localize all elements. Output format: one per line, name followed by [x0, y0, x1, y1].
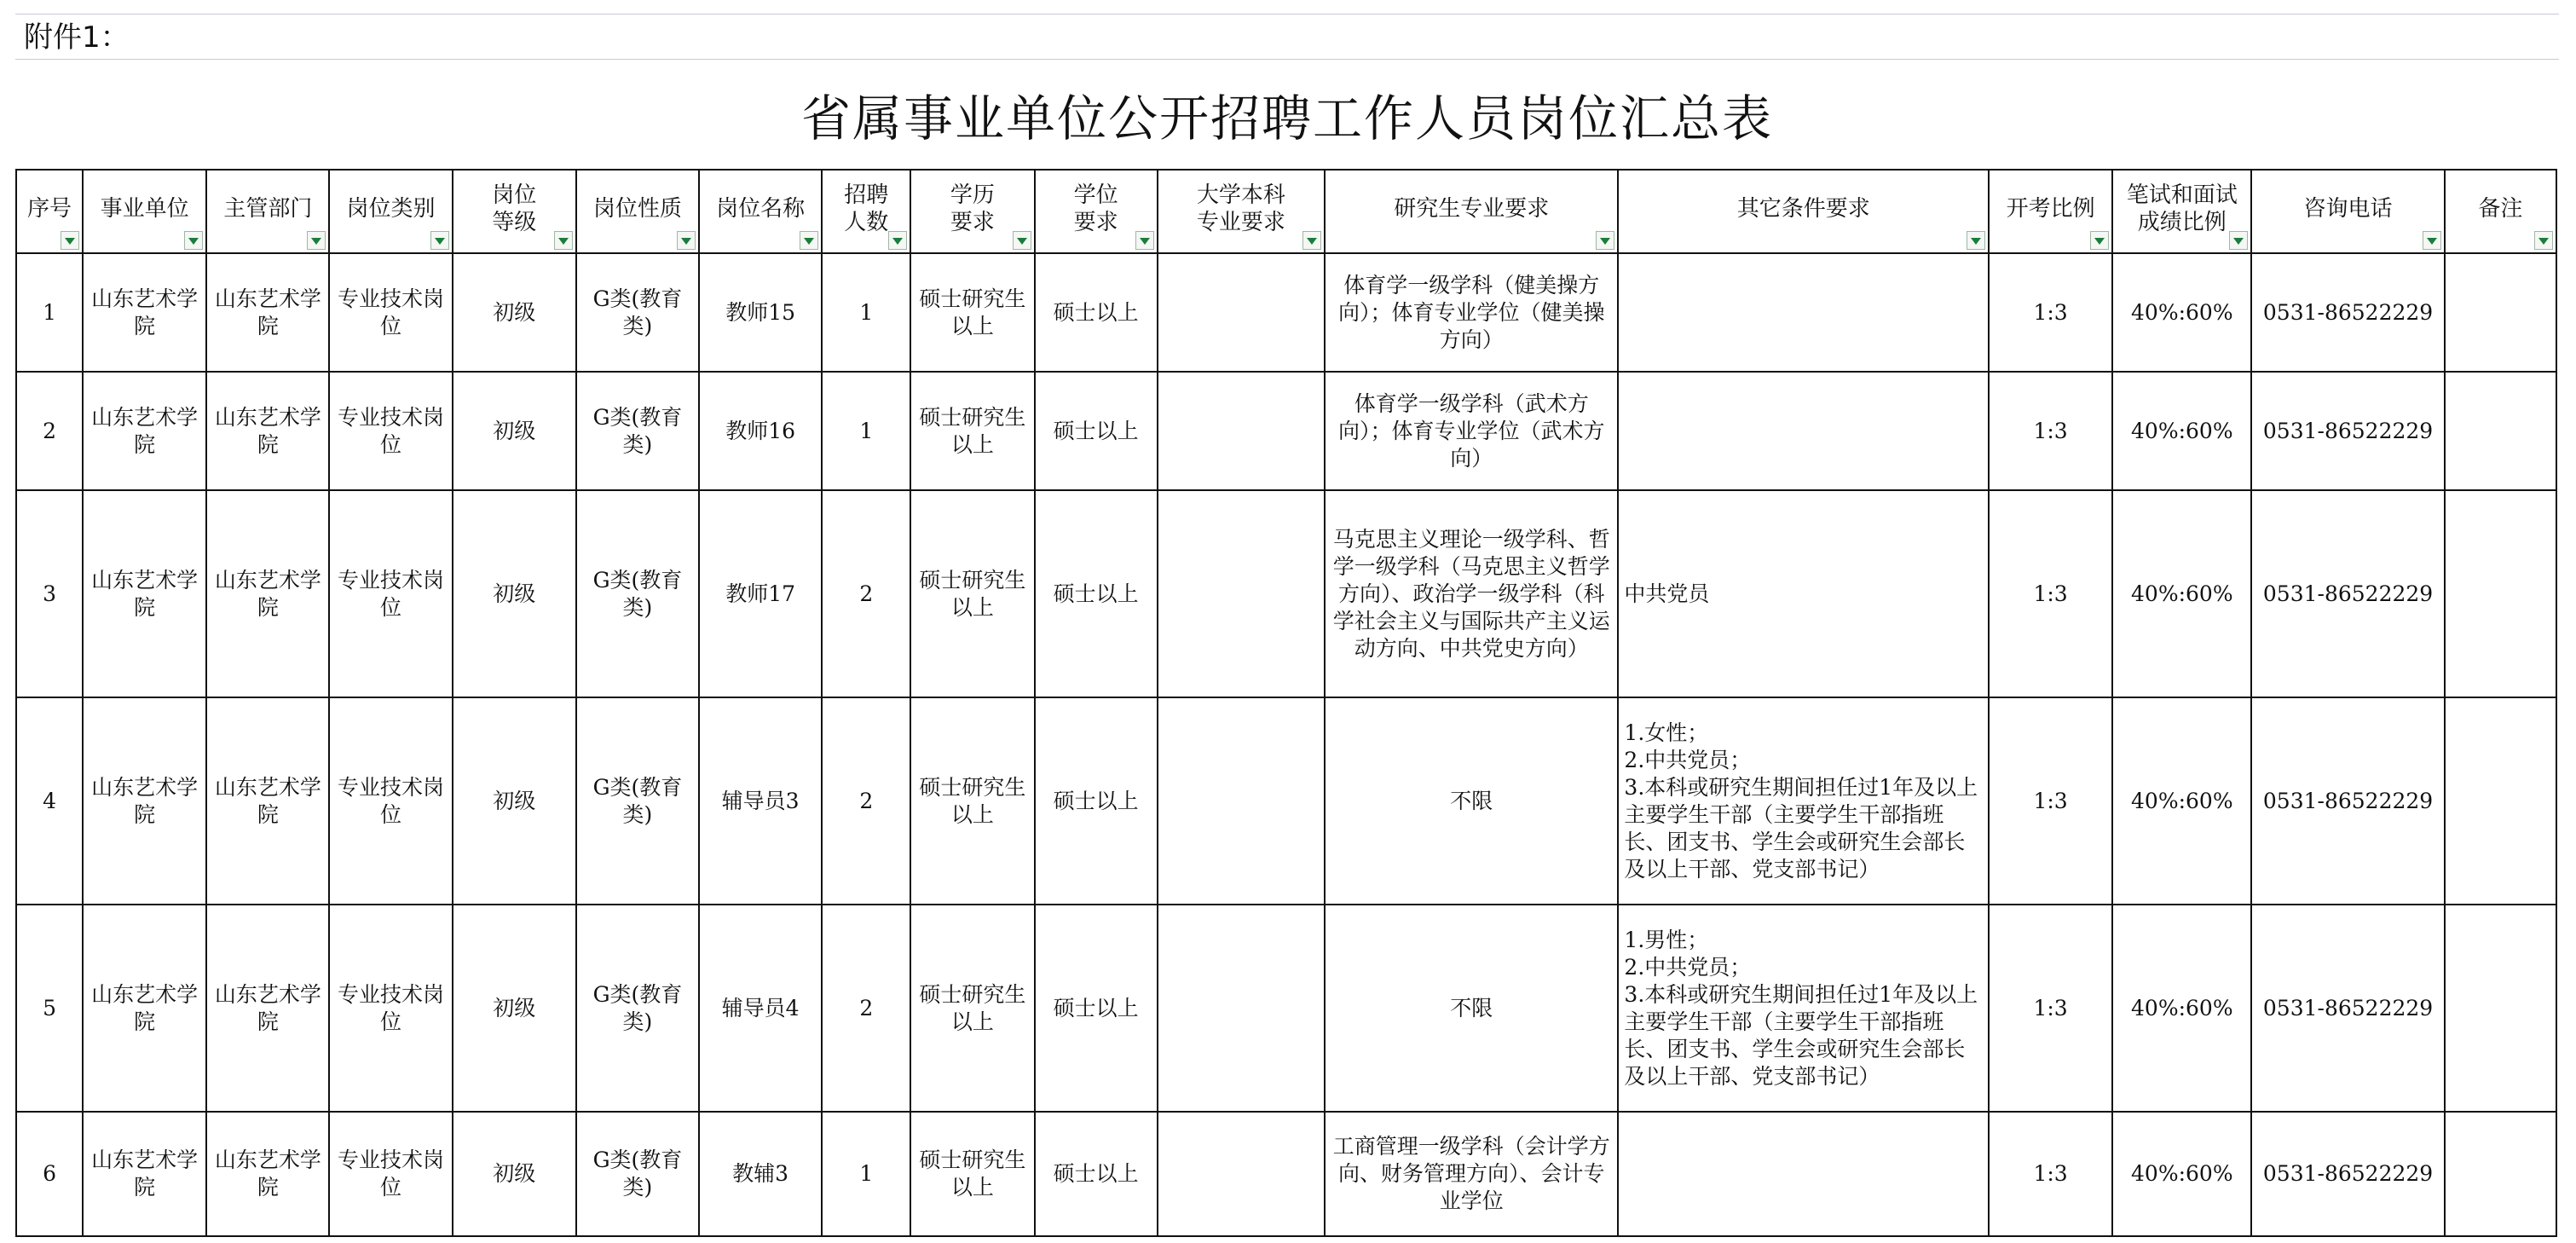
table-cell[interactable]: 1 — [16, 253, 83, 372]
table-cell[interactable]: 专业技术岗位 — [329, 253, 452, 372]
filter-dropdown-icon[interactable] — [61, 231, 79, 250]
table-cell[interactable]: 1 — [822, 1112, 910, 1236]
column-header-label: 岗位 等级 — [492, 182, 537, 235]
column-header-label: 学历 要求 — [950, 182, 995, 235]
table-cell[interactable]: 40%:60% — [2112, 1112, 2251, 1236]
column-header — [453, 170, 576, 253]
table-cell[interactable]: 初级 — [453, 905, 576, 1112]
table-cell[interactable] — [1158, 372, 1325, 490]
table-cell[interactable]: 硕士研究生以上 — [910, 253, 1034, 372]
table-row — [16, 372, 2556, 490]
column-header-label: 事业单位 — [100, 196, 189, 222]
table-cell[interactable]: 40%:60% — [2112, 697, 2251, 905]
column-header-label: 备注 — [2478, 196, 2523, 222]
table-cell[interactable]: 不限 — [1325, 905, 1618, 1112]
table-cell[interactable] — [2445, 490, 2556, 697]
table-cell[interactable]: 山东艺术学院 — [83, 490, 206, 697]
table-cell[interactable]: 初级 — [453, 372, 576, 490]
header-row — [16, 170, 2556, 253]
table-cell[interactable]: 6 — [16, 1112, 83, 1236]
table-cell[interactable]: 0531-86522229 — [2251, 905, 2444, 1112]
filter-dropdown-icon[interactable] — [2423, 231, 2441, 250]
table-cell[interactable]: 硕士研究生以上 — [910, 697, 1034, 905]
table-cell[interactable]: 硕士以上 — [1035, 372, 1158, 490]
column-header — [206, 170, 329, 253]
table-cell[interactable]: 辅导员4 — [699, 905, 822, 1112]
column-header — [16, 170, 83, 253]
filter-dropdown-icon[interactable] — [677, 231, 696, 250]
table-cell[interactable]: 0531-86522229 — [2251, 253, 2444, 372]
table-cell[interactable]: 2 — [822, 697, 910, 905]
table-cell[interactable] — [2445, 253, 2556, 372]
table-cell[interactable]: 40%:60% — [2112, 253, 2251, 372]
table-cell[interactable]: 硕士以上 — [1035, 490, 1158, 697]
table-cell[interactable]: 0531-86522229 — [2251, 1112, 2444, 1236]
table-cell[interactable]: 2 — [16, 372, 83, 490]
table-cell[interactable] — [2445, 905, 2556, 1112]
table-cell[interactable]: 马克思主义理论一级学科、哲学一级学科（马克思主义哲学方向）、政治学一级学科（科学社会主义与国际共产主义运动方向、中共党史方向） — [1325, 490, 1618, 697]
filter-dropdown-icon[interactable] — [1135, 231, 1154, 250]
table-cell[interactable] — [1618, 490, 1989, 697]
table-cell[interactable]: 3 — [16, 490, 83, 697]
table-cell[interactable]: 硕士以上 — [1035, 1112, 1158, 1236]
table-cell[interactable]: 硕士研究生以上 — [910, 372, 1034, 490]
table-cell[interactable]: 专业技术岗位 — [329, 490, 452, 697]
column-header-label: 学位 要求 — [1073, 182, 1118, 235]
attachment-label: 附件1： — [15, 14, 2559, 60]
table-cell[interactable]: 山东艺术学院 — [83, 253, 206, 372]
table-cell[interactable]: 山东艺术学院 — [206, 372, 329, 490]
column-header — [1989, 170, 2112, 253]
positions-table — [15, 169, 2557, 1237]
table-row — [16, 905, 2556, 1112]
filter-dropdown-icon[interactable] — [2090, 231, 2109, 250]
table-cell[interactable]: 山东艺术学院 — [83, 372, 206, 490]
column-header-label: 岗位类别 — [346, 196, 436, 222]
table-cell[interactable]: 1:3 — [1989, 1112, 2112, 1236]
column-header-label: 其它条件要求 — [1736, 196, 1870, 222]
table-cell[interactable]: 0531-86522229 — [2251, 490, 2444, 697]
table-row — [16, 697, 2556, 905]
table-cell[interactable]: 专业技术岗位 — [329, 697, 452, 905]
table-cell[interactable] — [1158, 905, 1325, 1112]
column-header — [1035, 170, 1158, 253]
table-cell[interactable] — [1618, 697, 1989, 905]
table-cell[interactable]: 山东艺术学院 — [206, 1112, 329, 1236]
table-cell[interactable]: 0531-86522229 — [2251, 697, 2444, 905]
column-header — [699, 170, 822, 253]
table-cell[interactable] — [2445, 372, 2556, 490]
column-header-label: 招聘 人数 — [844, 182, 889, 235]
table-cell[interactable]: 山东艺术学院 — [83, 1112, 206, 1236]
table-cell[interactable]: 硕士研究生以上 — [910, 905, 1034, 1112]
table-cell[interactable]: 初级 — [453, 253, 576, 372]
column-header — [576, 170, 699, 253]
filter-dropdown-icon[interactable] — [554, 231, 573, 250]
column-header — [822, 170, 910, 253]
column-header — [2445, 170, 2556, 253]
table-cell[interactable]: 山东艺术学院 — [83, 905, 206, 1112]
table-cell[interactable]: 山东艺术学院 — [206, 697, 329, 905]
table-cell[interactable]: G类(教育类) — [576, 905, 699, 1112]
filter-dropdown-icon[interactable] — [800, 231, 818, 250]
table-cell[interactable] — [1618, 1112, 1989, 1236]
table-cell[interactable]: 1 — [822, 372, 910, 490]
table-cell[interactable]: 初级 — [453, 1112, 576, 1236]
table-cell[interactable]: 2 — [822, 490, 910, 697]
table-cell[interactable]: 山东艺术学院 — [83, 697, 206, 905]
table-cell[interactable] — [1158, 490, 1325, 697]
column-header — [1158, 170, 1325, 253]
table-cell[interactable]: 硕士以上 — [1035, 905, 1158, 1112]
table-cell[interactable]: 4 — [16, 697, 83, 905]
filter-dropdown-icon[interactable] — [888, 231, 907, 250]
table-cell[interactable]: 硕士以上 — [1035, 697, 1158, 905]
table-cell[interactable]: 专业技术岗位 — [329, 1112, 452, 1236]
table-cell[interactable]: 教师16 — [699, 372, 822, 490]
table-cell[interactable] — [1158, 253, 1325, 372]
table-cell[interactable]: G类(教育类) — [576, 372, 699, 490]
column-header-label: 开考比例 — [2006, 196, 2095, 222]
table-cell[interactable] — [2445, 697, 2556, 905]
filter-dropdown-icon[interactable] — [1967, 231, 1985, 250]
table-cell[interactable] — [1158, 1112, 1325, 1236]
table-cell[interactable]: 硕士研究生以上 — [910, 1112, 1034, 1236]
table-cell[interactable]: 山东艺术学院 — [206, 253, 329, 372]
column-header — [1618, 170, 1989, 253]
table-cell[interactable]: 专业技术岗位 — [329, 372, 452, 490]
table-cell[interactable]: G类(教育类) — [576, 253, 699, 372]
table-cell[interactable] — [1618, 372, 1989, 490]
table-cell[interactable]: 教师17 — [699, 490, 822, 697]
table-cell[interactable]: 1:3 — [1989, 372, 2112, 490]
table-row — [16, 253, 2556, 372]
cell-text: 1.女性； 2.中共党员； 3.本科或研究生期间担任过1年及以上主要学生干部（主要学生干部指班长、团支书、学生会或研究生会部长及以上干部、党支部书记） — [1624, 720, 1978, 882]
column-header — [83, 170, 206, 253]
column-header — [329, 170, 452, 253]
table-cell[interactable]: 1:3 — [1989, 490, 2112, 697]
filter-dropdown-icon[interactable] — [1302, 231, 1321, 250]
table-cell[interactable]: 硕士以上 — [1035, 253, 1158, 372]
table-cell[interactable]: 教辅3 — [699, 1112, 822, 1236]
filter-dropdown-icon[interactable] — [2229, 231, 2248, 250]
table-cell[interactable]: G类(教育类) — [576, 490, 699, 697]
table-cell[interactable]: 40%:60% — [2112, 905, 2251, 1112]
table-cell[interactable]: 40%:60% — [2112, 490, 2251, 697]
column-header — [1325, 170, 1618, 253]
table-cell[interactable]: 初级 — [453, 697, 576, 905]
table-cell[interactable]: 工商管理一级学科（会计学方向、财务管理方向）、会计专业学位 — [1325, 1112, 1618, 1236]
table-cell[interactable]: 1:3 — [1989, 905, 2112, 1112]
table-cell[interactable]: 0531-86522229 — [2251, 372, 2444, 490]
filter-dropdown-icon[interactable] — [430, 231, 449, 250]
table-row — [16, 490, 2556, 697]
table-cell[interactable]: 5 — [16, 905, 83, 1112]
column-header-label: 岗位名称 — [716, 196, 806, 222]
table-cell[interactable] — [1618, 253, 1989, 372]
table-cell[interactable]: 初级 — [453, 490, 576, 697]
page-title: 省属事业单位公开招聘工作人员岗位汇总表 — [800, 90, 1773, 147]
column-header-label: 笔试和面试 成绩比例 — [2126, 182, 2238, 235]
table-cell[interactable]: 教师15 — [699, 253, 822, 372]
table-cell[interactable]: 不限 — [1325, 697, 1618, 905]
table-cell[interactable]: 40%:60% — [2112, 372, 2251, 490]
table-cell[interactable]: 山东艺术学院 — [206, 490, 329, 697]
column-header-label: 大学本科 专业要求 — [1196, 182, 1285, 235]
column-header-label: 序号 — [27, 196, 72, 222]
column-header-label: 研究生专业要求 — [1394, 196, 1550, 222]
table-cell[interactable] — [1158, 697, 1325, 905]
table-cell[interactable] — [1618, 905, 1989, 1112]
column-header-label: 咨询电话 — [2303, 196, 2393, 222]
filter-dropdown-icon[interactable] — [1596, 231, 1614, 250]
column-header — [2112, 170, 2251, 253]
table-cell[interactable]: 2 — [822, 905, 910, 1112]
column-header-label: 岗位性质 — [592, 196, 682, 222]
filter-dropdown-icon[interactable] — [184, 231, 203, 250]
table-cell[interactable]: 辅导员3 — [699, 697, 822, 905]
table-cell[interactable]: 1 — [822, 253, 910, 372]
table-cell[interactable] — [2445, 1112, 2556, 1236]
table-cell[interactable]: 硕士研究生以上 — [910, 490, 1034, 697]
table-cell[interactable]: G类(教育类) — [576, 697, 699, 905]
table-cell[interactable]: 1:3 — [1989, 253, 2112, 372]
table-cell[interactable]: 山东艺术学院 — [206, 905, 329, 1112]
cell-text: 中共党员 — [1624, 581, 1710, 606]
column-header — [910, 170, 1034, 253]
table-row — [16, 1112, 2556, 1236]
table-cell[interactable]: 体育学一级学科（武术方向）；体育专业学位（武术方向） — [1325, 372, 1618, 490]
column-header — [2251, 170, 2444, 253]
table-cell[interactable]: 体育学一级学科（健美操方向）；体育专业学位（健美操方向） — [1325, 253, 1618, 372]
filter-dropdown-icon[interactable] — [2534, 231, 2553, 250]
table-cell[interactable]: G类(教育类) — [576, 1112, 699, 1236]
filter-dropdown-icon[interactable] — [307, 231, 326, 250]
filter-dropdown-icon[interactable] — [1013, 231, 1031, 250]
table-cell[interactable]: 1:3 — [1989, 697, 2112, 905]
table-cell[interactable]: 专业技术岗位 — [329, 905, 452, 1112]
column-header-label: 主管部门 — [223, 196, 313, 222]
cell-text: 1.男性； 2.中共党员； 3.本科或研究生期间担任过1年及以上主要学生干部（主要学生干部指班长、团支书、学生会或研究生会部长及以上干部、党支部书记） — [1624, 927, 1978, 1089]
